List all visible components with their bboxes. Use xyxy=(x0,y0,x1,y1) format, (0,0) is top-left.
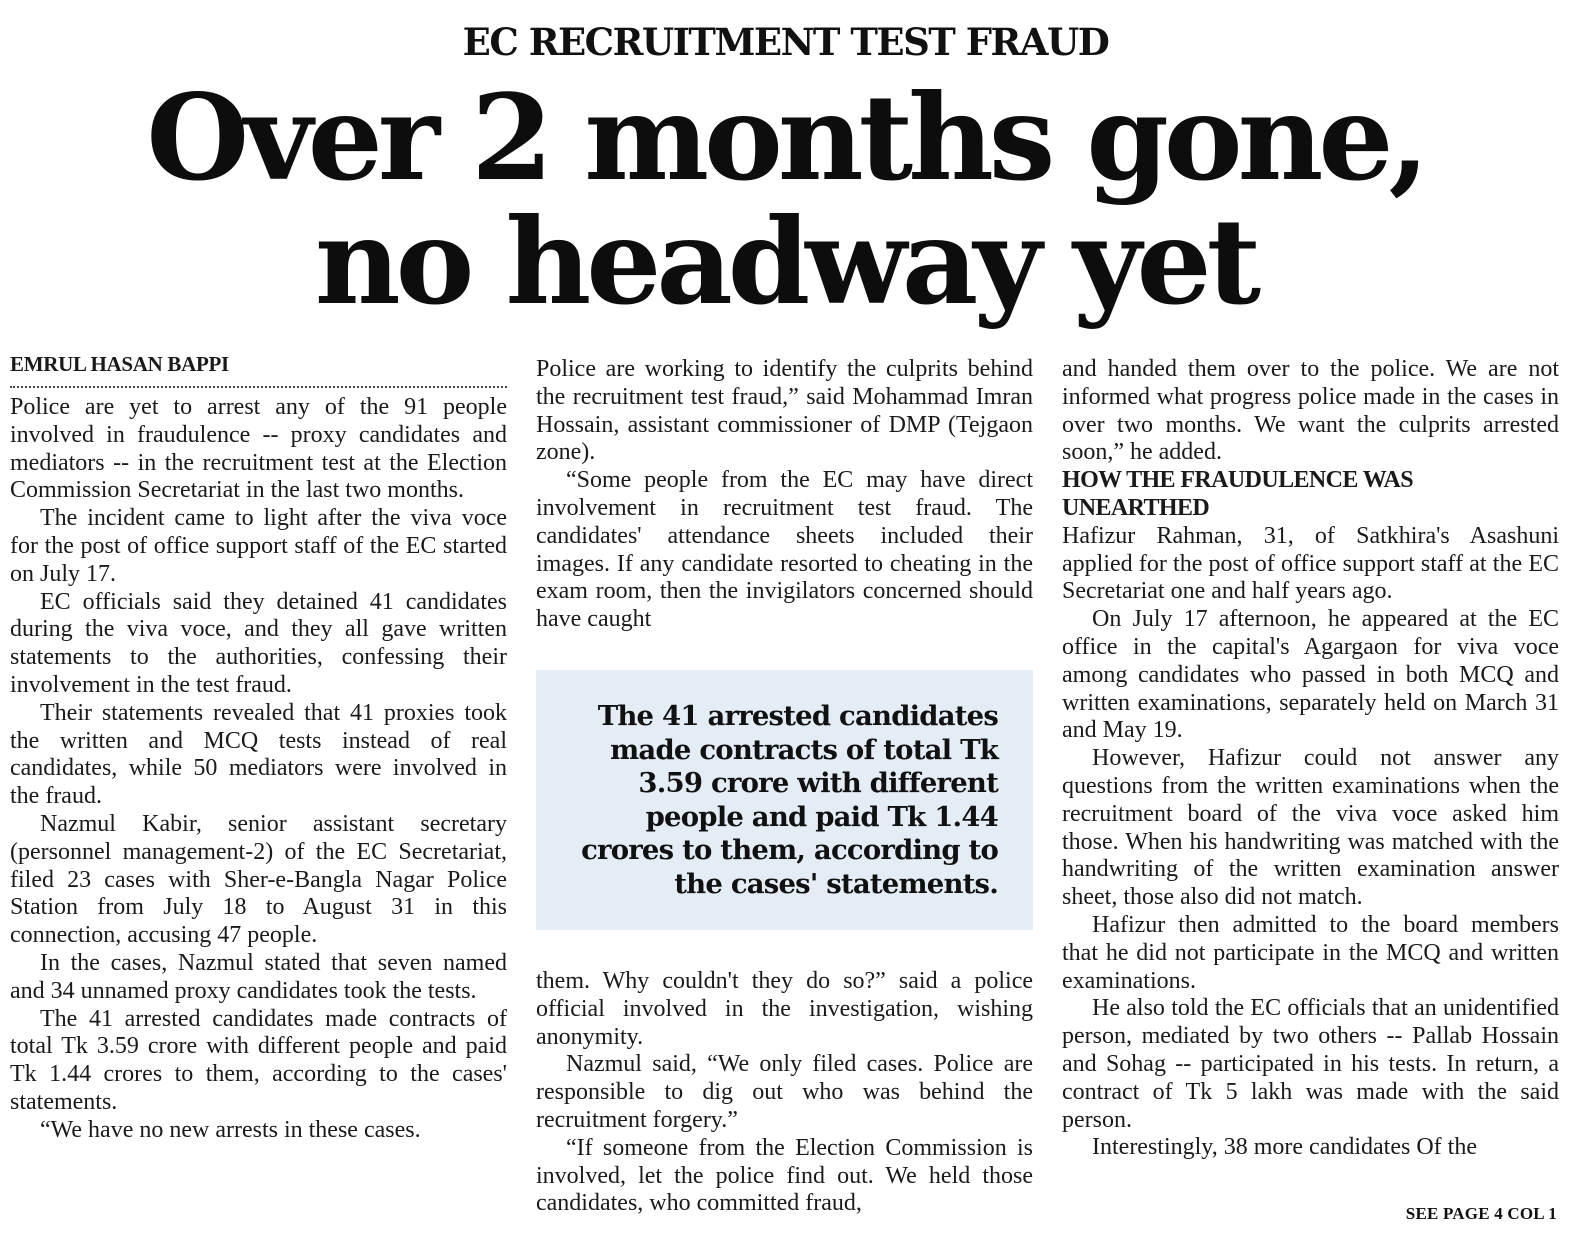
pull-quote-text: The 41 arrested candidates made contracts of total Tk 3.59 crore with different people and paid Tk 1.44 crores to them, according to the cases' statements. xyxy=(581,700,998,900)
paragraph: EC officials said they detained 41 candidates during the viva voce, and they all gave written statements to the authorities, confessing their involvement in the test fraud. xyxy=(10,588,507,698)
kicker-label: EC RECRUITMENT TEST FRAUD xyxy=(462,20,1109,64)
paragraph: and handed them over to the police. We are not informed what progress police made in the cases in over two months. We want the culprits arrested soon,” he added. xyxy=(1062,356,1559,466)
paragraph: However, Hafizur could not answer any questions from the written examinations when the recruitment board of the viva voce asked him those. When his handwriting was matched with the handwriting of the written examination answer sheet, those also did not match. xyxy=(1062,745,1559,911)
headline-line-1: Over 2 months gone, xyxy=(146,68,1425,207)
article-column-1 xyxy=(10,350,507,1145)
article-column-2-continued xyxy=(536,968,1033,1218)
paragraph: “If someone from the Election Commission is involved, let the police find out. We held those candidates, who committed fraud, xyxy=(536,1134,1033,1217)
continuation-jump-line: SEE PAGE 4 COL 1 xyxy=(1405,1204,1557,1223)
paragraph: Their statements revealed that 41 proxies took the written and MCQ tests instead of real candidates, while 50 mediators were involved in the fraud. xyxy=(10,699,507,810)
paragraph: Police are working to identify the culprits behind the recruitment test fraud,” said Mohammad Imran Hossain, assistant commissioner of DMP (Tejgaon zone). xyxy=(536,356,1033,466)
byline: EMRUL HASAN BAPPI xyxy=(10,350,507,388)
paragraph: Nazmul said, “We only filed cases. Police are responsible to dig out who was behind the recruitment forgery.” xyxy=(536,1051,1033,1133)
paragraph: He also told the EC officials that an unidentified person, mediated by two others -- Pallab Hossain and Sohag -- participated in his tests. In return, a contract of Tk 5 lakh was made with the said person. xyxy=(1062,995,1559,1133)
paragraph: Interestingly, 38 more candidates Of the xyxy=(1092,1134,1477,1161)
paragraph: On July 17 afternoon, he appeared at the EC office in the capital's Agargaon for viva voce among candidates who passed in both MCQ and written examinations, separately held on March 31 and May 19. xyxy=(1062,606,1559,744)
paragraph: “We have no new arrests in these cases. xyxy=(40,1116,421,1143)
paragraph: Nazmul Kabir, senior assistant secretary (personnel management-2) of the EC Secretariat, filed 23 cases with Sher-e-Bangla Nagar Police Station from July 18 to August 31 in this connection, accusing 47 people. xyxy=(10,810,507,949)
headline-line-2: no headway yet xyxy=(314,192,1257,331)
paragraph: Hafizur Rahman, 31, of Satkhira's Asashuni applied for the post of office support staff at the EC Secretariat one and half years ago. xyxy=(1062,522,1559,605)
pull-quote-box xyxy=(536,670,1033,930)
paragraph: “Some people from the EC may have direct involvement in recruitment test fraud. The candidates' attendance sheets included their images. If any candidate resorted to cheating in the exam room, then the invigilators concerned should have caught xyxy=(536,467,1033,633)
article-column-2 xyxy=(536,356,1033,634)
paragraph: In the cases, Nazmul stated that seven named and 34 unnamed proxy candidates took the tests. xyxy=(10,949,507,1004)
paragraph: The incident came to light after the viva voce for the post of office support staff of the EC started on July 17. xyxy=(10,505,507,587)
article-column-3 xyxy=(1062,356,1559,1162)
headline xyxy=(0,68,1571,331)
paragraph: Hafizur then admitted to the board members that he did not participate in the MCQ and written examinations. xyxy=(1062,911,1559,994)
paragraph: Police are yet to arrest any of the 91 people involved in fraudulence -- proxy candidates and mediators -- in the recruitment test at the Election Commission Secretariat in the last two months. xyxy=(10,394,507,504)
section-subhead: HOW THE FRAUDULENCE WAS UNEARTHED xyxy=(1062,467,1413,521)
paragraph: them. Why couldn't they do so?” said a police official involved in the investigation, wishing anonymity. xyxy=(536,968,1033,1050)
paragraph: The 41 arrested candidates made contracts of total Tk 3.59 crore with different people and paid Tk 1.44 crores to them, according to the cases' statements. xyxy=(10,1005,507,1115)
